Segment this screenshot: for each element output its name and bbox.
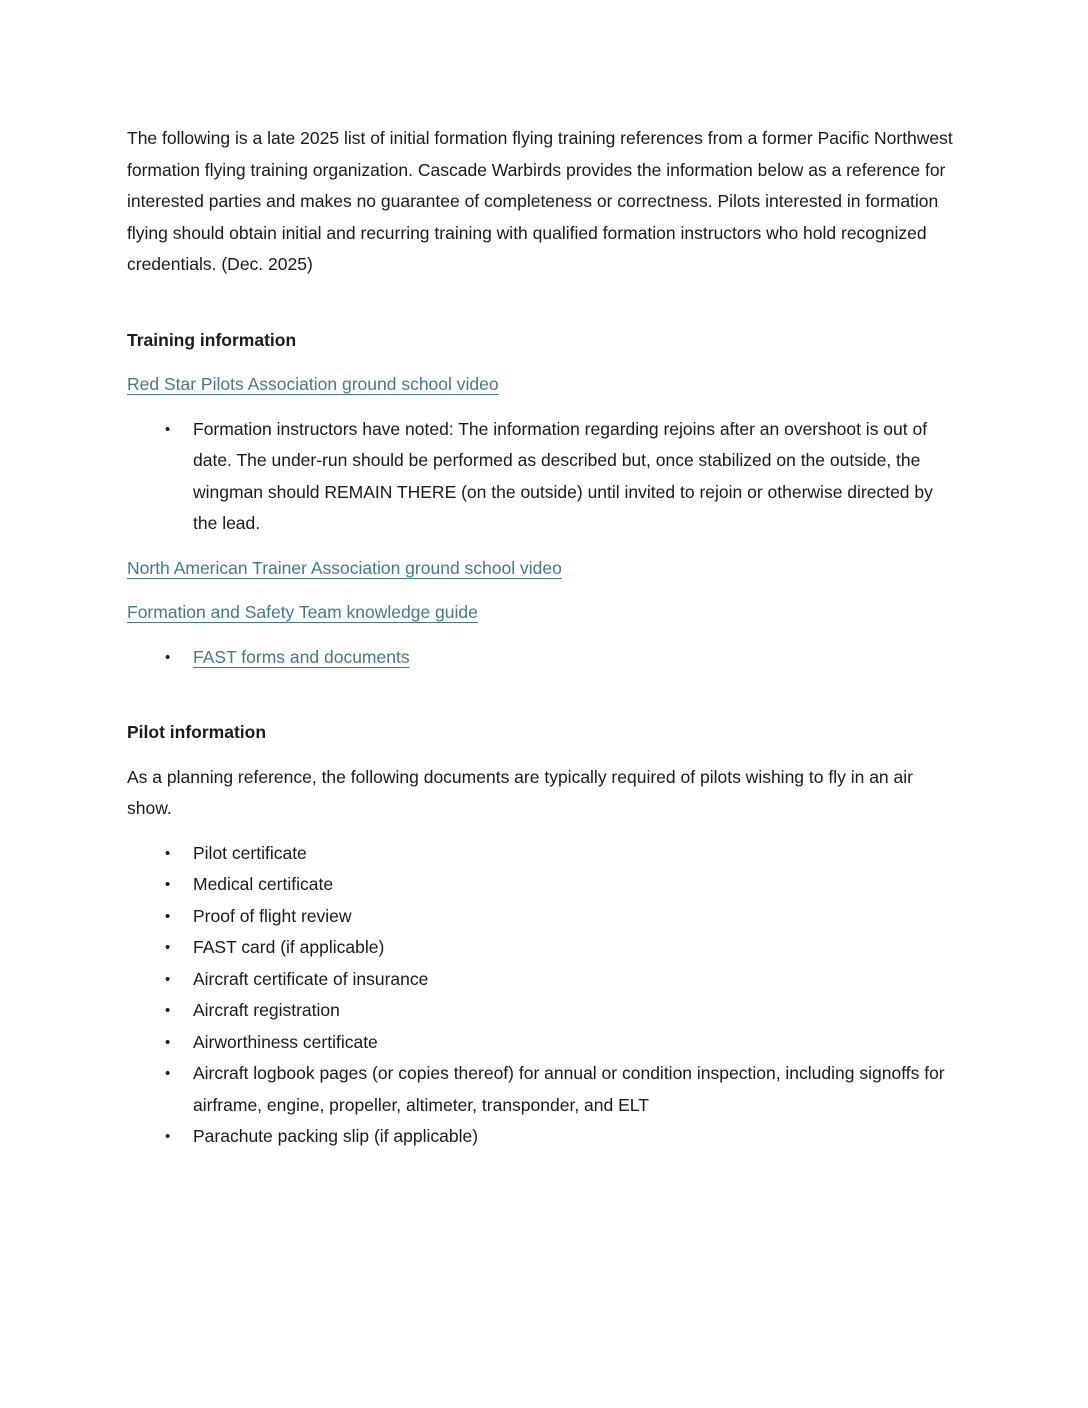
bullet-icon: • [165,1128,171,1145]
fast-knowledge-guide-link[interactable]: Formation and Safety Team knowledge guide [127,602,478,622]
list-item [127,995,960,1027]
bullet-icon: • [165,648,171,666]
list-item [127,1058,960,1121]
pilot-section-heading: Pilot information [127,722,267,742]
training-section-heading: Training information [127,329,297,350]
intro-paragraph: The following is a late 2025 list of initial formation flying training references from a former Pacific Northwest formation flying training organization. Cascade Warbirds provides the information below as a reference for interested parties and makes no guarantee of completeness or correctness. Pilots interested in formation flying should obtain initial and recurring training with qualified formation instructors who hold recognized credentials. (Dec. 2025) [127,128,953,274]
list-item [127,838,960,870]
bullet-icon: • [165,1065,171,1082]
nata-ground-school-video-link[interactable]: North American Trainer Association ground school video [127,557,562,578]
list-item [127,414,960,540]
list-item [127,1027,960,1059]
bullet-icon: • [165,939,171,956]
nata-link-line [127,553,960,585]
fast-guide-link-line [127,597,960,629]
required-documents-list [127,838,960,1153]
bullet-icon: • [165,1033,171,1051]
training-notes-list [127,414,960,540]
list-item [127,932,960,964]
required-document-text: Pilot certificate [193,842,307,863]
required-document-text: Aircraft certificate of insurance [193,968,429,989]
list-item [127,642,960,674]
required-document-text: Aircraft registration [193,1000,340,1020]
required-document-text: Proof of flight review [193,905,352,926]
bullet-icon: • [165,1002,171,1019]
bullet-icon: • [165,876,171,893]
bullet-icon: • [165,907,171,925]
fast-forms-list [127,642,960,674]
bullet-icon: • [165,970,171,988]
required-document-text: Airworthiness certificate [193,1031,378,1052]
rspa-link-line [127,369,960,401]
rspa-ground-school-video-link[interactable]: Red Star Pilots Association ground school video [127,374,499,394]
list-item [127,1121,960,1153]
list-item [127,964,960,996]
fast-forms-item [193,642,960,674]
fast-forms-and-documents-link[interactable]: FAST forms and documents [193,646,410,667]
required-document-text: Medical certificate [193,874,334,894]
required-document-text: Aircraft logbook pages (or copies thereof) for annual or condition inspection, including signoffs for airframe, engine, propeller, altimeter, transponder, and ELT [193,1063,945,1115]
list-item [127,869,960,901]
pilot-intro-paragraph: As a planning reference, the following documents are typically required of pilots wishing to fly in an air show. [127,766,913,818]
instructor-note-text: Formation instructors have noted: The information regarding rejoins after an overshoot is out of date. The under-run should be performed as described but, once stabilized on the outside, the wingman should REMAIN THERE (on the outside) until invited to rejoin or otherwise directed by the lead. [193,418,933,533]
required-document-text: Parachute packing slip (if applicable) [193,1126,479,1146]
list-item [127,901,960,933]
bullet-icon: • [165,844,171,862]
required-document-text: FAST card (if applicable) [193,937,385,957]
bullet-icon: • [165,420,171,438]
